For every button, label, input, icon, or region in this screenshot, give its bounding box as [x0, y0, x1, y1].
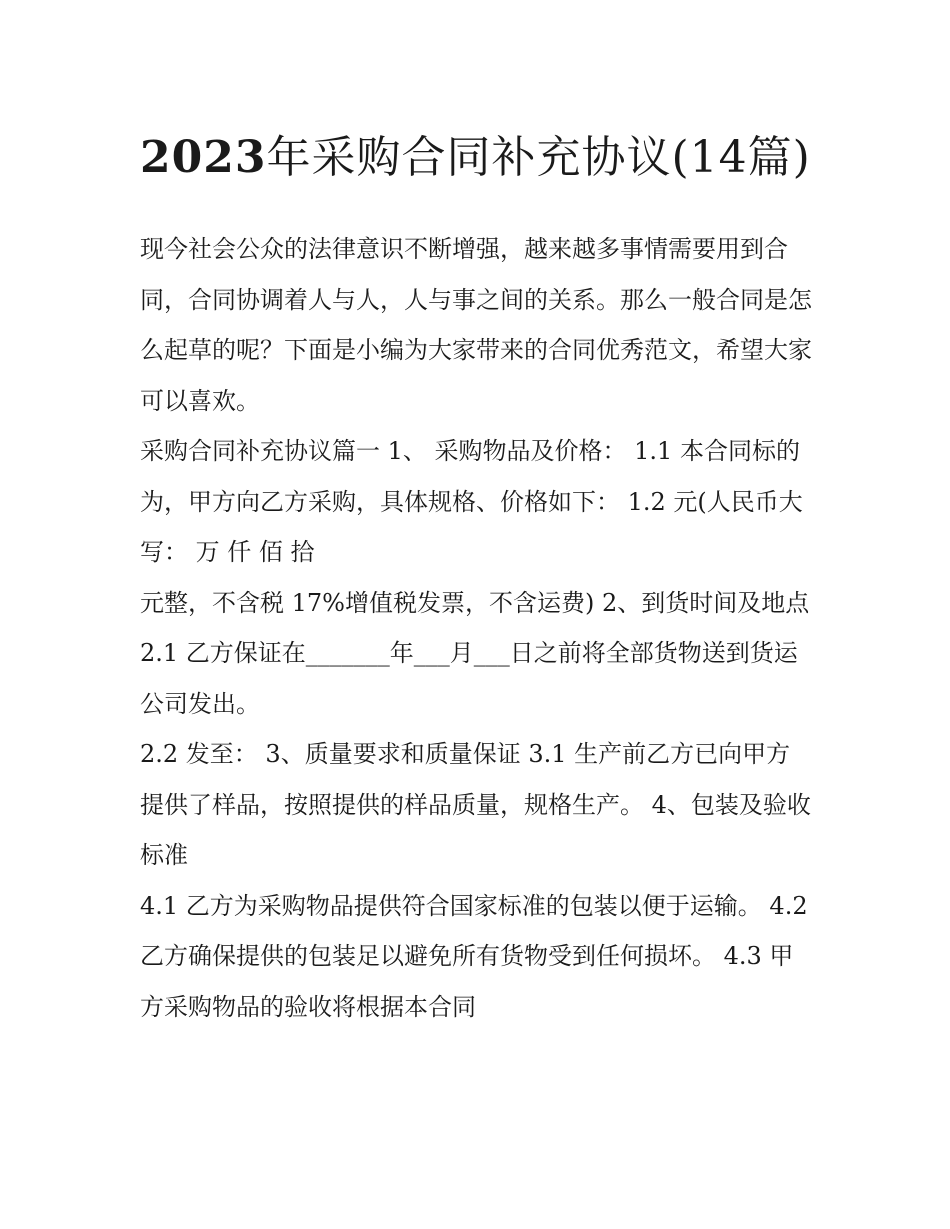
title-year: 2023	[140, 132, 267, 183]
section-3-paragraph: 2.2 发至： 3、质量要求和质量保证 3.1 生产前乙方已向甲方提供了样品，按照提供的样品质量，规格生产。 4、包装及验收标准	[140, 740, 811, 869]
document-title: 2023年采购合同补充协议(14篇)	[140, 132, 811, 183]
intro-paragraph: 现今社会公众的法律意识不断增强，越来越多事情需要用到合同，合同协调着人与人，人与事之间的关系。那么一般合同是怎么起草的呢？下面是小编为大家带来的合同优秀范文，希望大家可以喜欢。	[140, 235, 812, 415]
section-4-paragraph: 4.1 乙方为采购物品提供符合国家标准的包装以便于运输。 4.2 乙方确保提供的包装足以避免所有货物受到任何损坏。 4.3 甲方采购物品的验收将根据本合同	[140, 891, 808, 1021]
section-2-paragraph: 元整，不含税 17%增值税发票，不含运费) 2、到货时间及地点 2.1 乙方保证在_______年___月___日之前将全部货物送到货运公司发出。	[140, 588, 810, 718]
section-1-paragraph: 采购合同补充协议篇一 1、 采购物品及价格： 1.1 本合同标的为，甲方向乙方采购，具体规格、价格如下： 1.2 元(人民币大写： 万 仟 佰 拾	[140, 437, 803, 566]
document-page	[140, 118, 812, 1032]
